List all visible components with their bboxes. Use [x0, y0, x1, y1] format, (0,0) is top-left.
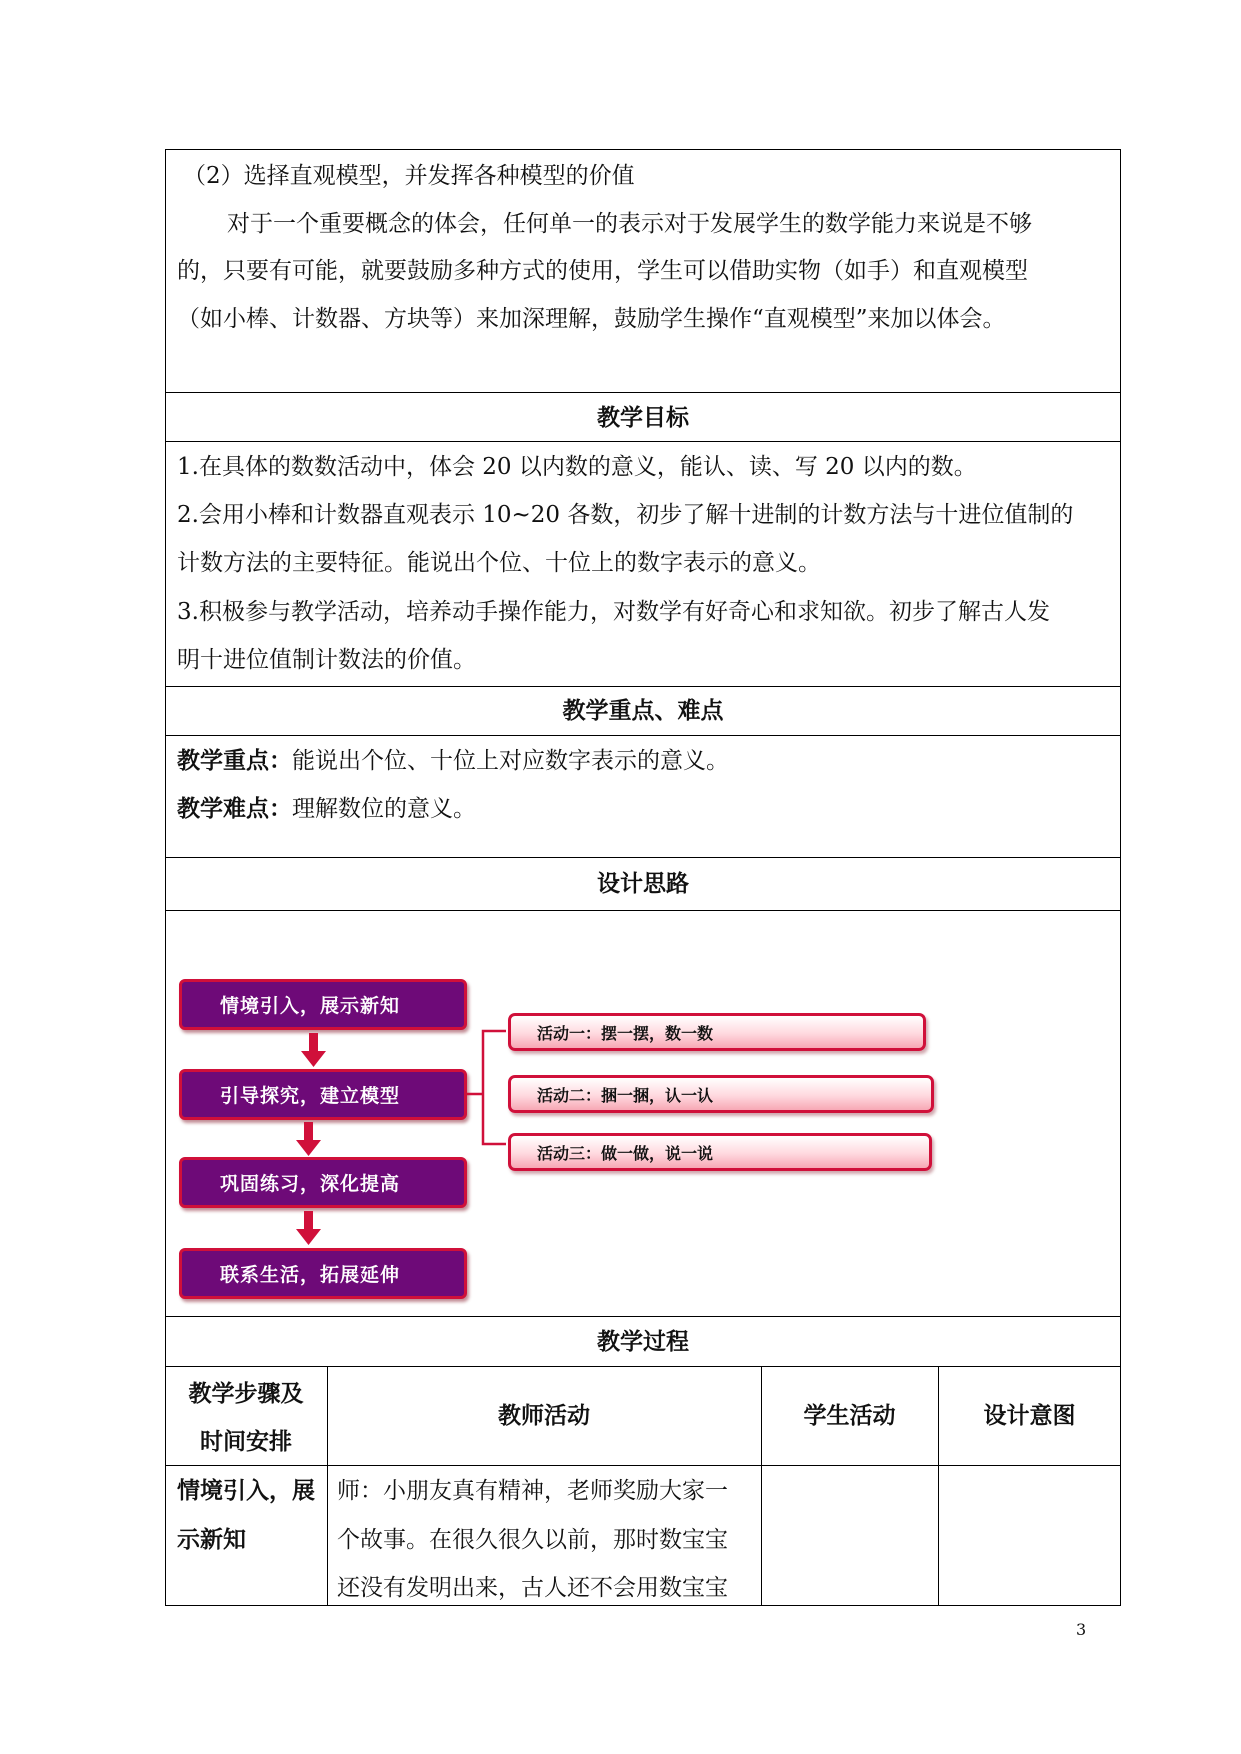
divider [165, 1465, 1121, 1466]
intro-line-1: 对于一个重要概念的体会，任何单一的表示对于发展学生的数学能力来说是不够 [227, 211, 1032, 237]
divider [165, 686, 1121, 687]
column-header-student: 学生活动 [803, 1402, 896, 1429]
table-top-border [165, 149, 1121, 150]
divider [165, 392, 1121, 393]
table-bottom-border [165, 1605, 1121, 1606]
down-arrow-icon [291, 1119, 327, 1159]
row1-step-line-2: 示新知 [177, 1526, 246, 1553]
column-header-step-line-1: 教学步骤及 [188, 1380, 304, 1407]
divider [165, 910, 1121, 911]
process-title: 教学过程 [597, 1328, 689, 1355]
divider [165, 735, 1121, 736]
row1-teacher-line-3: 还没有发明出来，古人还不会用数宝宝 [337, 1575, 728, 1601]
row1-teacher-line-1: 师：小朋友真有精神，老师奖励大家一 [337, 1478, 728, 1504]
difficulty-row [177, 785, 476, 833]
divider [165, 1366, 1121, 1367]
flow-step-1: 情境引入，展示新知 [179, 979, 467, 1030]
goals-title: 教学目标 [597, 404, 689, 431]
flow-step-4: 联系生活，拓展延伸 [179, 1248, 467, 1299]
difficulty-label: 教学难点： [177, 795, 292, 822]
page-number: 3 [1076, 1620, 1087, 1639]
intro-line-2: 的，只要有可能，就要鼓励多种方式的使用，学生可以借助实物（如手）和直观模型 [177, 258, 1028, 284]
activity-1: 活动一：摆一摆，数一数 [508, 1013, 926, 1051]
row1-step-line-1: 情境引入，展 [177, 1477, 315, 1504]
flow-step-3: 巩固练习，深化提高 [179, 1157, 467, 1208]
down-arrow-icon [296, 1030, 332, 1070]
goal-line-5: 明十进位值制计数法的价值。 [177, 647, 476, 673]
activity-2: 活动二：捆一捆，认一认 [508, 1075, 934, 1113]
intro-heading: （2）选择直观模型，并发挥各种模型的价值 [183, 163, 635, 189]
focus-label: 教学重点： [177, 747, 292, 774]
goal-line-1: 1.在具体的数数活动中，体会 20 以内数的意义，能认、读、写 20 以内的数。 [177, 454, 977, 480]
column-header-step-line-2: 时间安排 [200, 1428, 292, 1455]
difficulty-text: 理解数位的意义。 [292, 796, 476, 822]
divider [165, 857, 1121, 858]
divider [165, 1316, 1121, 1317]
divider [165, 441, 1121, 442]
focus-row [177, 737, 729, 785]
column-header-step [165, 1370, 327, 1466]
goal-line-2: 2.会用小棒和计数器直观表示 10~20 各数，初步了解十进制的计数方法与十进位值制的 [177, 502, 1074, 528]
flow-step-2: 引导探究，建立模型 [179, 1069, 467, 1120]
bracket-connector [466, 1028, 512, 1150]
goal-line-4: 3.积极参与教学活动，培养动手操作能力，对数学有好奇心和求知欲。初步了解古人发 [177, 599, 1050, 625]
column-header-teacher: 教师活动 [498, 1402, 590, 1429]
column-header-intent: 设计意图 [983, 1402, 1076, 1429]
design-title: 设计思路 [597, 870, 689, 897]
goal-line-3: 计数方法的主要特征。能说出个位、十位上的数字表示的意义。 [177, 550, 821, 576]
intro-line-3: （如小棒、计数器、方块等）来加深理解，鼓励学生操作“直观模型”来加以体会。 [177, 306, 1006, 332]
activity-3: 活动三：做一做，说一说 [508, 1133, 932, 1171]
keypoints-title: 教学重点、难点 [562, 697, 724, 724]
down-arrow-icon [291, 1208, 327, 1248]
focus-text: 能说出个位、十位上对应数字表示的意义。 [292, 748, 729, 774]
row1-teacher-line-2: 个故事。在很久很久以前，那时数宝宝 [337, 1527, 728, 1553]
